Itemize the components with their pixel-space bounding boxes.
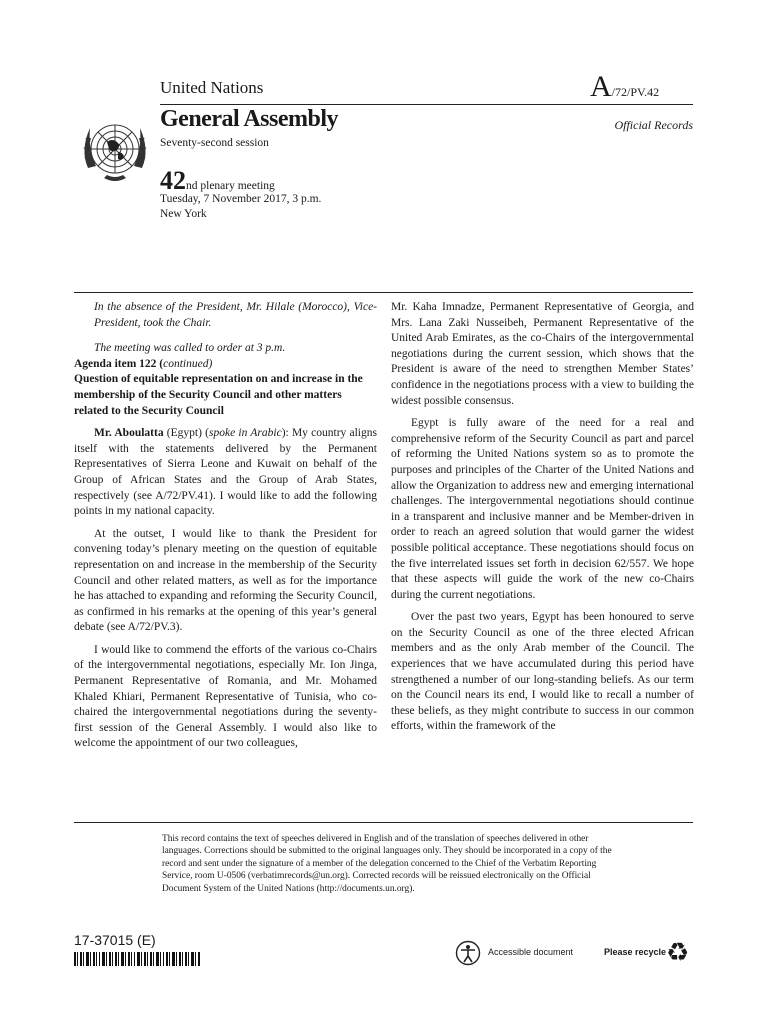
speech-paragraph: I would like to commend the efforts of the various co-Chairs of the intergovernmental negotiations, especially Mr. Ion Jinga, Permanent Representative of Romania, and Mr. Mohamed Khaled Khiari, Permanent Representative of Tunisia, who co-chaired the intergovernmental negotiations during the seventy-first session of the General Assembly. I would also like to welcome the appointment of our two colleagues, xyxy=(74,643,377,750)
speech-paragraph: Mr. Kaha Imnadze, Permanent Representative of Georgia, and Mrs. Lana Zaki Nusseibeh, Permanent Representative of the United Arab Emirates, as the co-Chairs of the intergovernmental negotiations during the current session, which shows that the President is aware of the need to strengthen Member States’ confidence in the negotiations process with a view to building the widest possible consensus. xyxy=(391,301,694,407)
chair-note: In the absence of the President, Mr. Hilale (Morocco), Vice-President, took the Chair. xyxy=(94,301,377,329)
speech-paragraph: Mr. Aboulatta (Egypt) (spoke in Arabic): My country aligns itself with the statements delivered by the Permanent Representatives of Sierra Leone and Kuwait on behalf of the Group of African States and the Group of Arab States, respectively (see A/72/PV.41). I would like to add the following points in my national capacity. xyxy=(74,427,377,518)
speech-paragraph: Over the past two years, Egypt has been honoured to serve on the Security Council as one of the three elected African members and as the only Arab member of the Council. The experiences that we have accumulated during this period have strengthened a number of our long-standing beliefs. As our term on the Council nears its end, I would like to recall a number of these beliefs, as they might contribute to success in our common efforts, within the framework of the xyxy=(391,611,694,733)
organization-name: United Nations xyxy=(160,78,264,97)
barcode-icon xyxy=(74,952,202,966)
accessible-document-label: Accessible document xyxy=(488,947,574,957)
un-emblem-icon xyxy=(74,108,156,190)
meeting-date: Tuesday, 7 November 2017, 3 p.m. xyxy=(160,193,322,205)
symbol-suffix: /72/PV.42 xyxy=(611,85,660,99)
meeting-place: New York xyxy=(160,208,207,220)
question-title: Question of equitable representation on and increase in the membership of the Security Council and other matters related to the Security Council xyxy=(74,373,363,417)
agenda-item: Agenda item 122 (continued) xyxy=(74,357,213,370)
header-rule xyxy=(160,104,693,105)
accessibility-icon xyxy=(455,940,481,966)
meeting-suffix: nd plenary meeting xyxy=(186,180,275,192)
content-top-rule xyxy=(74,292,693,293)
recycle-label: Please recycle xyxy=(604,947,667,957)
speech-paragraph: Egypt is fully aware of the need for a real and comprehensive reform of the Security Council as part and parcel of reforming the United Nations system so as to promote the purposes and principles of the Charter of the United Nations and allow the Organization to address new and emerging international challenges. The intergovernmental negotiations should continue in a transparent and inclusive manner and be Member-driven in order to reach an agreed solution that would garner the widest possible political acceptance. These negotiations should focus on the five interrelated issues set forth in decision 62/557. We hope that these aspects will guide the work of the new co-Chairs during the current negotiations. xyxy=(391,417,694,601)
meeting-title xyxy=(160,166,275,196)
speech-paragraph: At the outset, I would like to thank the President for convening today’s plenary meeting on the question of equitable representation on and increase in the membership of the Security Council and other related matters, as well as for the importance he has attached to expanding and reforming the Security Council, as confirmed in his remarks at the opening of this year’s general debate (see A/72/PV.3). xyxy=(74,527,377,634)
official-records-label: Official Records xyxy=(614,118,693,132)
called-to-order: The meeting was called to order at 3 p.m. xyxy=(94,342,286,355)
meeting-number: 42 xyxy=(160,166,186,195)
symbol-prefix: A xyxy=(590,70,612,103)
document-symbol xyxy=(590,72,659,102)
left-column xyxy=(74,300,377,752)
speaker-name: Mr. Aboulatta xyxy=(94,427,164,440)
recycle-icon: ♻ xyxy=(666,938,690,967)
document-number: 17-37015 (E) xyxy=(74,932,156,948)
body-title: General Assembly xyxy=(160,106,338,132)
session-label: Seventy-second session xyxy=(160,137,269,149)
footer-note: This record contains the text of speeches delivered in English and of the translation of speeches delivered in other languages. Corrections should be submitted to the original languages only. They should be incorporated in a copy of the record and sent under the signature of a member of the delegation concerned to the Chief of the Verbatim Reporting Service, room U-0506 (verbatimrecords@un.org). Corrected records will be reissued electronically on the Official Document System of the United Nations (http://documents.un.org). xyxy=(162,834,612,894)
right-column xyxy=(391,300,694,735)
content-bottom-rule xyxy=(74,822,693,823)
